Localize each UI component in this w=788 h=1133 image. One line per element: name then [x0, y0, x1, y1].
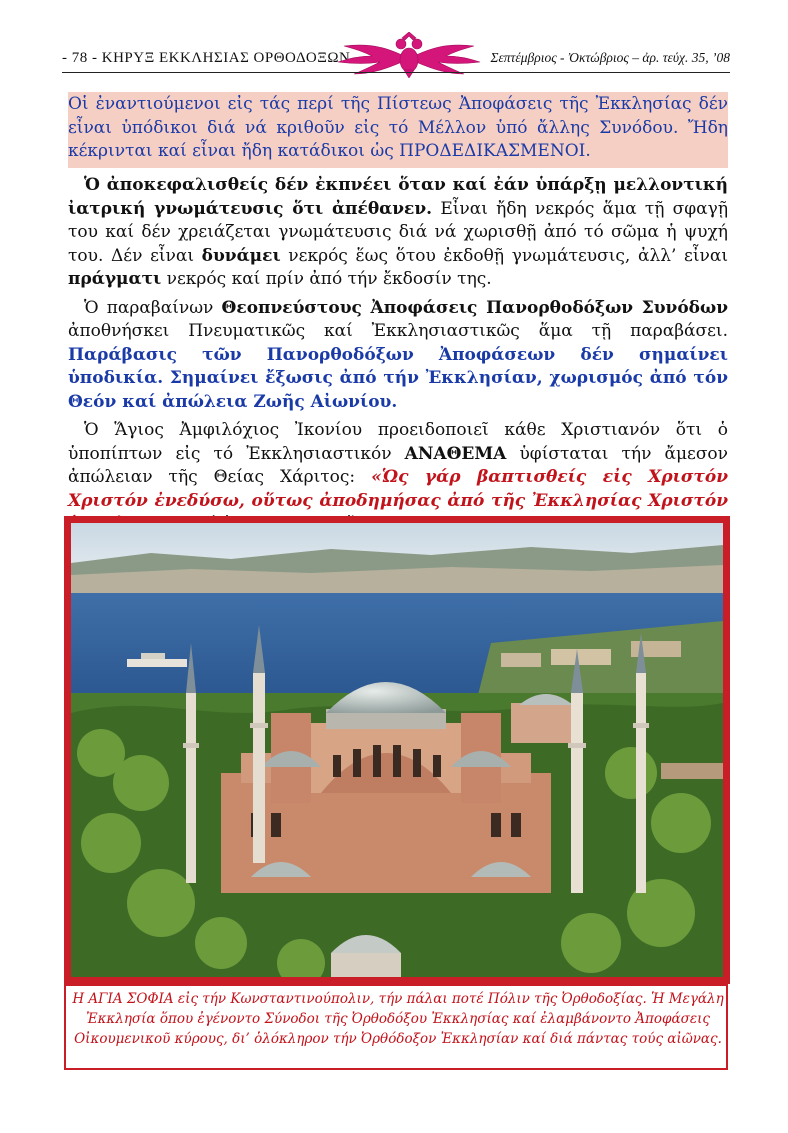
photo-caption-text: Η ΑΓΙΑ ΣΟΦΙΑ εἰς τήν Κωνσταντινούπολιν, τήν πάλαι ποτέ Πόλιν τῆς Ὀρθοδοξίας. Ἡ Μεγάλη Ἐκκλησία ὅπου ἐγένοντο Σύνοδοι τῆς Ὀρθοδόξου Ἐκκλησίας καί ἐλαμβάνοντο Ἀποφάσεις Οἰκουμενικοῦ κύρους, δι’ ὁλόκληρον τήν Ὀρθόδοξον Ἐκκλησίαν καί διά πάντας τούς αἰῶνας. — [72, 991, 724, 1047]
p3-text-mid: ὑφίσταται τήν ἄμεσον ἀπώλειαν τῆς Θείας Χάριτος: — [68, 443, 729, 487]
hagia-sophia-photo — [71, 523, 723, 977]
p3-text-start: Ὁ Ἅγιος Ἀμφιλόχιος Ἰκονίου προειδοποιεῖ κάθε Χριστιανόν ὅτι ὁ ὑποπίπτων εἰς τό Ἐκκλησιαστικόν — [68, 420, 728, 464]
p1-text-a: Εἶναι ἤδη νεκρός ἅμα τῇ σφαγῇ του καί δέν χρειάζεται γνωμάτευσις διά νά χωρισθῇ ἀπό τό σῶμα ἡ ψυχή του. Δέν εἶναι — [68, 198, 729, 266]
p2-bold: Θεοπνεύστους Ἀποφάσεις Πανορθοδόξων Συνόδων — [221, 297, 728, 318]
p2-text-mid: ἀποθνήσκει Πνευματικῶς καί Ἐκκλησιαστικῶς ἅμα τῇ παραβάσει. — [68, 321, 728, 341]
p1-text-c: νεκρός καί πρίν ἀπό τήν ἔκδοσίν της. — [161, 269, 492, 289]
p1-bold-lead: Ὁ ἀποκεφαλισθείς δέν ἐκπνέει ὅταν καί ἐάν ὑπάρξῃ μελλοντική ἰατρική γνωμάτευσις ὅτι ἀπέθανεν. — [68, 175, 728, 219]
p3-anathema: ΑΝΑΘΕΜΑ — [404, 443, 507, 464]
p1-pragmati: πράγματι — [68, 269, 162, 289]
p2-text-start: Ὁ παραβαίνων — [84, 297, 222, 318]
p1-text-b: νεκρός ἕως ὅτου ἐκδοθῇ γνωμάτευσις, ἀλλ’ εἶναι — [280, 245, 728, 266]
hagia-sophia-illustration — [71, 523, 723, 977]
header-issue-info: Σεπτέμβριος - Ὀκτώβριος – ἀρ. τεύχ. 35, ’08 — [490, 50, 730, 65]
highlight-text: Οἱ ἐναντιούμενοι εἰς τάς περί τῆς Πίστεως Ἀποφάσεις τῆς Ἐκκλησίας δέν εἶναι ὑπόδικοι διά νά κριθοῦν εἰς τό Μέλλον ὑπό ἄλλης Συνόδου. Ἤδη κέκρινται καί εἶναι ἤδη κατάδικοι ὡς ΠΡΟΔΕΔΙΚΑΣΜΕΝΟΙ. — [68, 94, 728, 161]
photo-caption-box — [64, 984, 728, 1070]
header-divider — [62, 72, 730, 73]
body-text — [68, 174, 728, 542]
page-header — [62, 32, 730, 80]
paragraph-1 — [68, 174, 728, 292]
paragraph-2 — [68, 297, 728, 415]
p2-blue-emphasis: Παράβασις τῶν Πανορθοδόξων Ἀποφάσεων δέν σημαίνει ὑποδικία. Σημαίνει ἔξωσις ἀπό τήν Ἐκκλησίαν, χωρισμός ἀπό τόν Θεόν καί ἀπώλεια Ζωῆς Αἰωνίου. — [68, 344, 728, 412]
header-journal-title: - 78 - ΚΗΡΥΞ ΕΚΚΛΗΣΙΑΣ ΟΡΘΟΔΟΞΩΝ — [62, 50, 351, 66]
p3-quote: «Ὡς γάρ βαπτισθείς εἰς Χριστόν Χριστόν ἐνεδύσω, οὕτως ἀποδημήσας ἀπό τῆς Ἐκκλησίας Χριστόν — [68, 467, 728, 511]
photo-frame — [64, 516, 730, 984]
p1-dynamei: δυνάμει — [201, 245, 281, 266]
